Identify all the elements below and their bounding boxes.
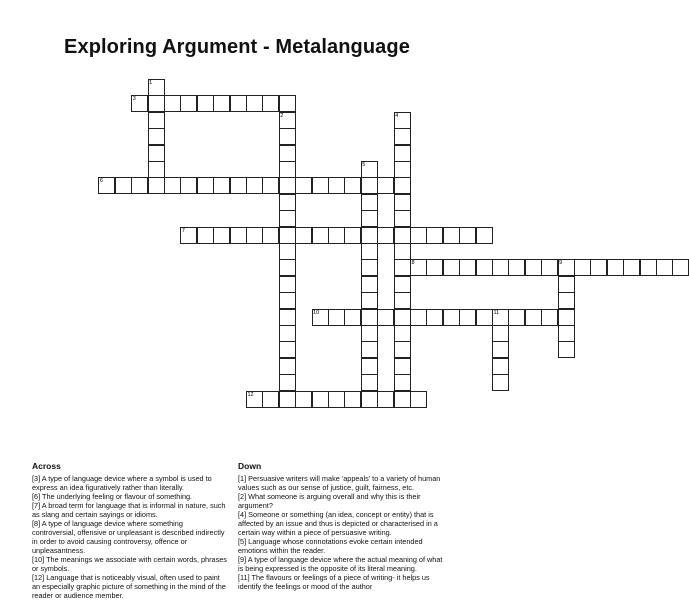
- crossword-cell[interactable]: [558, 309, 575, 326]
- crossword-cell[interactable]: [590, 259, 607, 276]
- clue-number: 8: [411, 260, 415, 267]
- crossword-cell[interactable]: [394, 177, 411, 194]
- crossword-cell[interactable]: [492, 259, 509, 276]
- crossword-cell[interactable]: [279, 358, 296, 375]
- clue-across-8: [8] A type of language device where something controversial, offensive or unpleasant is described indirectly in order to avoid causing controversy, offence or unpleasantness.: [32, 519, 225, 555]
- crossword-cell[interactable]: [115, 177, 132, 194]
- down-heading: Down: [238, 461, 262, 471]
- clue-number: 2: [280, 112, 284, 119]
- crossword-cell[interactable]: [394, 374, 411, 391]
- crossword-cell[interactable]: [361, 391, 378, 408]
- crossword-cell[interactable]: [410, 309, 427, 326]
- crossword-cell[interactable]: [262, 177, 279, 194]
- crossword-cell[interactable]: [246, 95, 263, 112]
- crossword-cell[interactable]: [361, 309, 378, 326]
- crossword-cell[interactable]: [394, 227, 411, 244]
- clue-number: 4: [395, 112, 399, 119]
- crossword-cell[interactable]: [394, 145, 411, 162]
- clue-number: 9: [559, 260, 563, 267]
- crossword-cell[interactable]: [361, 341, 378, 358]
- crossword-cell[interactable]: [394, 292, 411, 309]
- crossword-cell[interactable]: [230, 95, 247, 112]
- crossword-cell[interactable]: [279, 341, 296, 358]
- crossword-cell[interactable]: [394, 243, 411, 260]
- crossword-cell[interactable]: [164, 95, 181, 112]
- crossword-cell[interactable]: [459, 309, 476, 326]
- crossword-cell[interactable]: [230, 177, 247, 194]
- crossword-cell[interactable]: [394, 391, 411, 408]
- crossword-cell[interactable]: [328, 391, 345, 408]
- crossword-cell[interactable]: [148, 145, 165, 162]
- crossword-cell[interactable]: [394, 161, 411, 178]
- crossword-cell[interactable]: [328, 309, 345, 326]
- across-clues: [32, 462, 228, 600]
- crossword-cell[interactable]: [148, 112, 165, 129]
- clue-across-7: [7] A broad term for language that is informal in nature, such as slang and certain sayings or idioms.: [32, 501, 226, 519]
- clue-down-9: [9] A type of language device where the actual meaning of what is being expressed is the opposite of its literal meaning.: [238, 555, 443, 573]
- clue-down-2: [2] What someone is arguing overall and why this is their argument?: [238, 492, 421, 510]
- crossword-cell[interactable]: [361, 358, 378, 375]
- clue-number: 3: [132, 96, 136, 103]
- crossword-cell[interactable]: [279, 243, 296, 260]
- clue-down-4: [4] Someone or something (an idea, concept or entity) that is affected by an issue and thus is depicted or characterised in a certain way within a piece of persuasive writing.: [238, 510, 438, 537]
- crossword-cell[interactable]: [213, 95, 230, 112]
- crossword-cell[interactable]: [443, 309, 460, 326]
- crossword-cell[interactable]: [377, 391, 394, 408]
- crossword-cell[interactable]: [213, 227, 230, 244]
- crossword-cell[interactable]: [394, 325, 411, 342]
- clue-across-12: [12] Language that is noticeably visual, often used to paint an especially graphic picture of something in the mind of the reader or audience member.: [32, 573, 226, 600]
- crossword-cell[interactable]: [541, 309, 558, 326]
- crossword-cell[interactable]: [361, 194, 378, 211]
- crossword-cell[interactable]: [508, 259, 525, 276]
- crossword-cell[interactable]: [394, 309, 411, 326]
- crossword-cell[interactable]: [279, 161, 296, 178]
- crossword-cell[interactable]: [361, 276, 378, 293]
- page-title: Exploring Argument - Metalanguage: [64, 36, 410, 58]
- crossword-cell[interactable]: [394, 128, 411, 145]
- crossword-cell[interactable]: [361, 227, 378, 244]
- crossword-cell[interactable]: [279, 309, 296, 326]
- crossword-cell[interactable]: [426, 227, 443, 244]
- crossword-cell[interactable]: [377, 309, 394, 326]
- crossword-cell[interactable]: [361, 325, 378, 342]
- crossword-cell[interactable]: [164, 177, 181, 194]
- crossword-cell[interactable]: [443, 227, 460, 244]
- crossword-cell[interactable]: [607, 259, 624, 276]
- crossword-cell[interactable]: [279, 292, 296, 309]
- crossword-cell[interactable]: [426, 259, 443, 276]
- crossword-cell[interactable]: [344, 391, 361, 408]
- clue-across-6: [6] The underlying feeling or flavour of something.: [32, 492, 193, 501]
- crossword-cell[interactable]: [262, 95, 279, 112]
- crossword-cell[interactable]: [295, 391, 312, 408]
- crossword-cell[interactable]: [279, 128, 296, 145]
- crossword-cell[interactable]: [344, 177, 361, 194]
- clue-number: 11: [493, 309, 500, 316]
- crossword-cell[interactable]: [262, 391, 279, 408]
- crossword-cell[interactable]: [394, 276, 411, 293]
- clue-down-5: [5] Language whose connotations evoke certain intended emotions within the reader.: [238, 537, 423, 555]
- across-heading: Across: [32, 461, 61, 471]
- crossword-cell[interactable]: [279, 227, 296, 244]
- crossword-cell[interactable]: [295, 227, 312, 244]
- crossword-cell[interactable]: [328, 177, 345, 194]
- crossword-cell[interactable]: [279, 325, 296, 342]
- crossword-cell[interactable]: [492, 341, 509, 358]
- crossword-cell[interactable]: [148, 161, 165, 178]
- crossword-cell[interactable]: [492, 358, 509, 375]
- crossword-cell[interactable]: [148, 95, 165, 112]
- crossword-cell[interactable]: [394, 358, 411, 375]
- crossword-cell[interactable]: [476, 309, 493, 326]
- crossword-cell[interactable]: [279, 145, 296, 162]
- crossword-cell[interactable]: [344, 309, 361, 326]
- crossword-cell[interactable]: [476, 227, 493, 244]
- crossword-cell[interactable]: [148, 128, 165, 145]
- clue-number: 7: [181, 227, 185, 234]
- crossword-cell[interactable]: [180, 95, 197, 112]
- clue-number: 12: [247, 391, 254, 398]
- crossword-cell[interactable]: [279, 177, 296, 194]
- crossword-cell[interactable]: [361, 210, 378, 227]
- crossword-cell[interactable]: [295, 177, 312, 194]
- crossword-cell[interactable]: [180, 177, 197, 194]
- crossword-cell[interactable]: [148, 177, 165, 194]
- crossword-cell[interactable]: [246, 177, 263, 194]
- crossword-cell[interactable]: [443, 259, 460, 276]
- crossword-cell[interactable]: [213, 177, 230, 194]
- crossword-cell[interactable]: [525, 259, 542, 276]
- clue-down-1: [1] Persuasive writers will make 'appeals' to a variety of human values such as our sense of justice, guilt, fairness, etc.: [238, 474, 441, 492]
- crossword-cell[interactable]: [410, 227, 427, 244]
- clue-number: 6: [99, 178, 103, 185]
- crossword-cell[interactable]: [312, 177, 329, 194]
- crossword-cell[interactable]: [344, 227, 361, 244]
- crossword-cell[interactable]: [279, 374, 296, 391]
- crossword-cell[interactable]: [394, 194, 411, 211]
- crossword-cell[interactable]: [197, 227, 214, 244]
- crossword-cell[interactable]: [361, 243, 378, 260]
- crossword-cell[interactable]: [197, 177, 214, 194]
- crossword-cell[interactable]: [459, 227, 476, 244]
- crossword-cell[interactable]: [279, 259, 296, 276]
- crossword-cell[interactable]: [361, 292, 378, 309]
- crossword-cell[interactable]: [525, 309, 542, 326]
- crossword-cell[interactable]: [394, 210, 411, 227]
- clue-down-11: [11] The flavours or feelings of a piece of writing- it helps us identify the feelings or mood of the author: [238, 573, 430, 591]
- crossword-cell[interactable]: [131, 177, 148, 194]
- crossword-cell[interactable]: [246, 227, 263, 244]
- clue-number: 1: [149, 80, 153, 86]
- crossword-cell[interactable]: [394, 341, 411, 358]
- crossword-cell[interactable]: [558, 292, 575, 309]
- crossword-cell[interactable]: [328, 227, 345, 244]
- crossword-cell[interactable]: [508, 309, 525, 326]
- crossword-cell[interactable]: [558, 276, 575, 293]
- crossword-cell[interactable]: [492, 325, 509, 342]
- crossword-cell[interactable]: [377, 227, 394, 244]
- clue-number: 5: [362, 162, 366, 168]
- crossword-cell[interactable]: [279, 276, 296, 293]
- clue-across-3: [3] A type of language device where a symbol is used to express an idea figuratively rather than literally.: [32, 474, 212, 492]
- crossword-cell[interactable]: [640, 259, 657, 276]
- clue-across-10: [10] The meanings we associate with certain words, phrases or symbols.: [32, 555, 227, 573]
- crossword-cell[interactable]: [377, 177, 394, 194]
- crossword-cell[interactable]: [279, 210, 296, 227]
- crossword-cell[interactable]: [574, 259, 591, 276]
- crossword-cell[interactable]: [262, 227, 279, 244]
- crossword-cell[interactable]: [656, 259, 673, 276]
- crossword-cell[interactable]: [492, 374, 509, 391]
- crossword-cell[interactable]: [279, 194, 296, 211]
- crossword-cell[interactable]: [558, 341, 575, 358]
- crossword-cell[interactable]: [623, 259, 640, 276]
- crossword-cell[interactable]: [361, 177, 378, 194]
- crossword-cell[interactable]: [230, 227, 247, 244]
- crossword-cell[interactable]: [541, 259, 558, 276]
- crossword-cell[interactable]: [476, 259, 493, 276]
- crossword-cell[interactable]: [312, 227, 329, 244]
- crossword-cell[interactable]: [672, 259, 689, 276]
- down-clues: [238, 462, 446, 591]
- clue-number: 10: [313, 309, 320, 316]
- crossword-cell[interactable]: [197, 95, 214, 112]
- crossword-cell[interactable]: [361, 374, 378, 391]
- crossword-cell[interactable]: [361, 259, 378, 276]
- crossword-cell[interactable]: [394, 259, 411, 276]
- crossword-cell[interactable]: [279, 95, 296, 112]
- crossword-cell[interactable]: [279, 391, 296, 408]
- crossword-cell[interactable]: [410, 391, 427, 408]
- crossword-cell[interactable]: [426, 309, 443, 326]
- crossword-cell[interactable]: [459, 259, 476, 276]
- crossword-cell[interactable]: [558, 325, 575, 342]
- crossword-cell[interactable]: [312, 391, 329, 408]
